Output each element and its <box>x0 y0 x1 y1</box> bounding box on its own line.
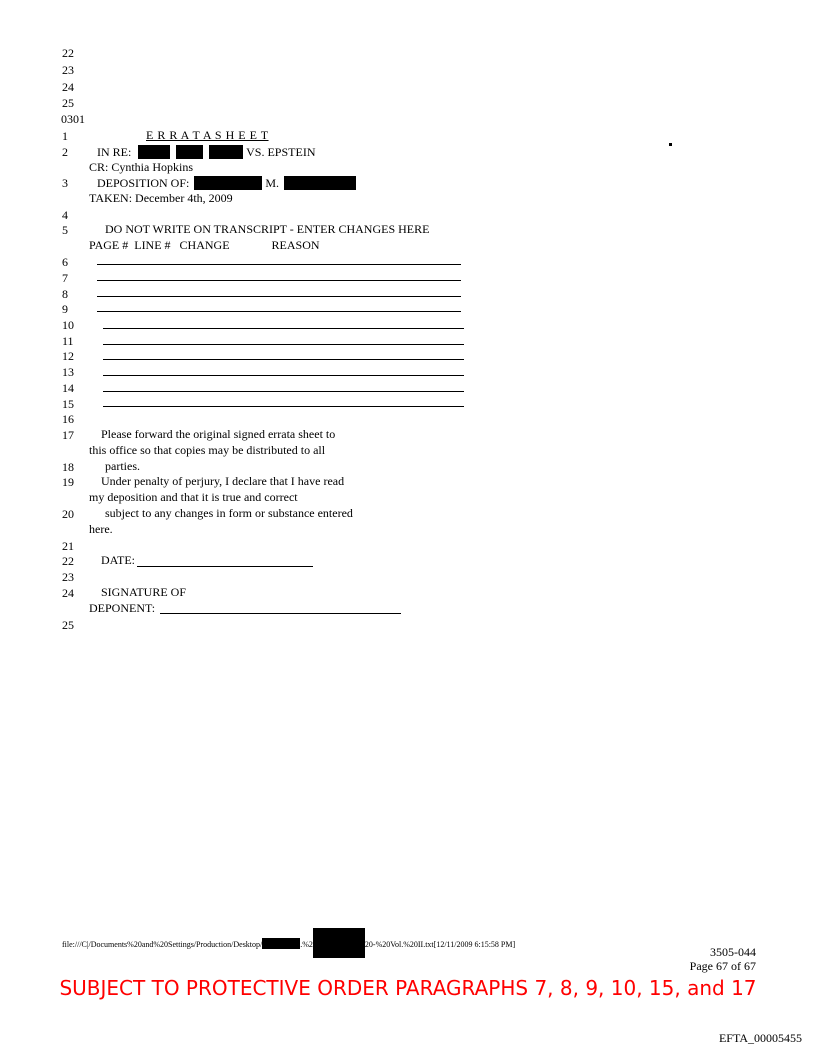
signature-line <box>160 613 401 614</box>
line-number: 20 <box>62 507 74 521</box>
redaction-block <box>284 176 356 190</box>
line-number: 9 <box>62 302 68 316</box>
line-number: 24 <box>62 80 74 94</box>
bates-number: EFTA_00005455 <box>718 1031 802 1045</box>
stray-mark <box>669 143 672 146</box>
file-path-part: .%2 <box>300 940 313 949</box>
forward-text: this office so that copies may be distributed to all <box>89 443 326 457</box>
entry-line <box>97 296 461 297</box>
in-re-label: IN RE: <box>97 145 132 159</box>
protective-order-notice: SUBJECT TO PROTECTIVE ORDER PARAGRAPHS 7, 8, 9, 10, 15, and 17 <box>59 976 757 1000</box>
redaction-block <box>138 145 170 159</box>
document-number: 3505-044 <box>710 945 756 959</box>
entry-line <box>103 359 464 360</box>
line-number: 2 <box>62 145 68 159</box>
signature-label: SIGNATURE OF <box>101 585 187 599</box>
date-label: DATE: <box>101 553 135 567</box>
middle-initial: M. <box>265 176 280 190</box>
deposition-line <box>97 176 356 190</box>
line-number: 11 <box>62 334 74 348</box>
line-number: 25 <box>62 618 74 632</box>
entry-line <box>103 328 464 329</box>
line-number: 4 <box>62 208 68 222</box>
line-number: 23 <box>62 63 74 77</box>
line-number: 5 <box>62 223 68 237</box>
line-number: 16 <box>62 412 74 426</box>
entry-line <box>103 375 464 376</box>
perjury-text: my deposition and that it is true and correct <box>89 490 298 504</box>
perjury-text: subject to any changes in form or substance entered <box>105 506 353 520</box>
taken-date: TAKEN: December 4th, 2009 <box>89 191 233 205</box>
page-code: 0301 <box>61 112 85 126</box>
entry-line <box>103 344 464 345</box>
entry-line <box>97 280 461 281</box>
line-number: 23 <box>62 570 74 584</box>
redaction-block <box>209 145 243 159</box>
entry-line <box>97 264 461 265</box>
line-number: 25 <box>62 96 74 110</box>
line-number: 17 <box>62 428 74 442</box>
line-number: 22 <box>62 46 74 60</box>
redaction-block <box>313 928 365 958</box>
in-re-line <box>97 145 315 159</box>
forward-text: parties. <box>105 459 140 473</box>
entry-line <box>103 391 464 392</box>
line-number: 22 <box>62 554 74 568</box>
redaction-block <box>176 145 203 159</box>
line-number: 3 <box>62 176 68 190</box>
instruction-warning: DO NOT WRITE ON TRANSCRIPT - ENTER CHANGES HERE <box>105 222 430 236</box>
versus-text: VS. EPSTEIN <box>246 145 316 159</box>
line-number: 18 <box>62 460 74 474</box>
entry-line <box>103 406 464 407</box>
deposition-label: DEPOSITION OF: <box>97 176 190 190</box>
file-path-part: file:///C|/Documents%20and%20Settings/Production/Desktop/ <box>62 940 263 949</box>
date-line <box>137 566 313 567</box>
file-path-part: 20-%20Vol.%20II.txt[12/11/2009 6:15:58 PM] <box>364 940 516 949</box>
line-number: 14 <box>62 381 74 395</box>
line-number: 21 <box>62 539 74 553</box>
signature-label: DEPONENT: <box>89 601 156 615</box>
forward-text: Please forward the original signed errata sheet to <box>101 427 336 441</box>
redaction-block <box>194 176 262 190</box>
errata-title: E R R A T A S H E E T <box>146 128 269 142</box>
line-number: 7 <box>62 271 68 285</box>
page-info: Page 67 of 67 <box>689 959 756 973</box>
line-number: 15 <box>62 397 74 411</box>
line-number: 8 <box>62 287 68 301</box>
file-path <box>62 928 515 958</box>
line-number: 19 <box>62 475 74 489</box>
line-number: 13 <box>62 365 74 379</box>
column-headers: PAGE # LINE # CHANGE REASON <box>89 238 320 252</box>
redaction-block <box>262 938 300 949</box>
line-number: 12 <box>62 349 74 363</box>
line-number: 6 <box>62 255 68 269</box>
line-number: 24 <box>62 586 74 600</box>
line-number: 10 <box>62 318 74 332</box>
perjury-text: Under penalty of perjury, I declare that I have read <box>101 474 345 488</box>
perjury-text: here. <box>89 522 113 536</box>
line-number: 1 <box>62 129 68 143</box>
court-reporter: CR: Cynthia Hopkins <box>89 160 194 174</box>
entry-line <box>97 311 461 312</box>
